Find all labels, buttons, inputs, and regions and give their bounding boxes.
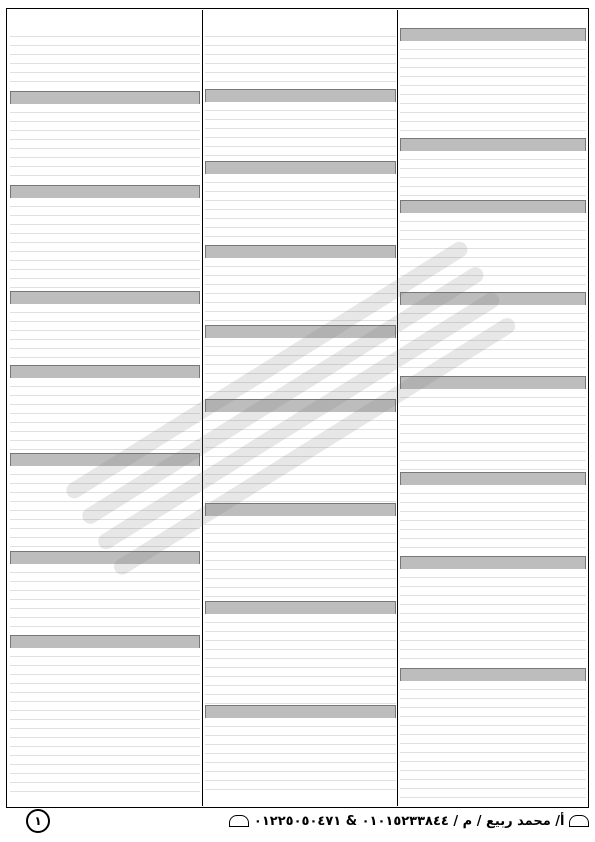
section-header-bar [205,245,396,259]
page-footer [6,808,589,834]
section-header-bar [400,138,586,152]
section-header-bar [400,472,586,486]
phone-1: ٠١٠١٥٢٣٣٨٤٤ [361,813,449,829]
text-block [205,174,396,244]
section-header-bar [205,705,396,719]
text-block [400,41,586,137]
page-number: ١ [26,809,50,833]
teacher-credits: أ/ محمد ربيع / م / ٠١٠١٥٢٣٣٨٤٤ & ٠١٢٢٥٠٥٠٤٧١ [229,814,589,829]
book-icon [569,815,589,827]
text-block [400,681,586,801]
section-header-bar [205,89,396,103]
section-header-bar [10,291,200,305]
section-header-bar [400,200,586,214]
text-block [10,28,200,90]
book-icon [229,815,249,827]
text-block [400,151,586,199]
section-header-bar [205,161,396,175]
text-block [400,569,586,667]
teacher-role: م [462,813,473,829]
section-header-bar [400,668,586,682]
phone-2: ٠١٢٢٥٠٥٠٤٧١ [253,813,342,829]
text-block [205,614,396,704]
text-block [400,485,586,555]
text-block [205,102,396,160]
section-header-bar [10,185,200,199]
text-block [205,718,396,798]
text-block [10,648,200,798]
section-header-bar [205,601,396,615]
teacher-name: أ/ محمد ربيع [486,813,565,829]
section-header-bar [400,28,586,42]
section-header-bar [400,556,586,570]
text-block [205,28,396,88]
text-block [10,304,200,364]
section-header-bar [10,365,200,379]
text-block [10,198,200,290]
section-header-bar [10,635,200,649]
section-header-bar [10,91,200,105]
text-block [10,104,200,184]
